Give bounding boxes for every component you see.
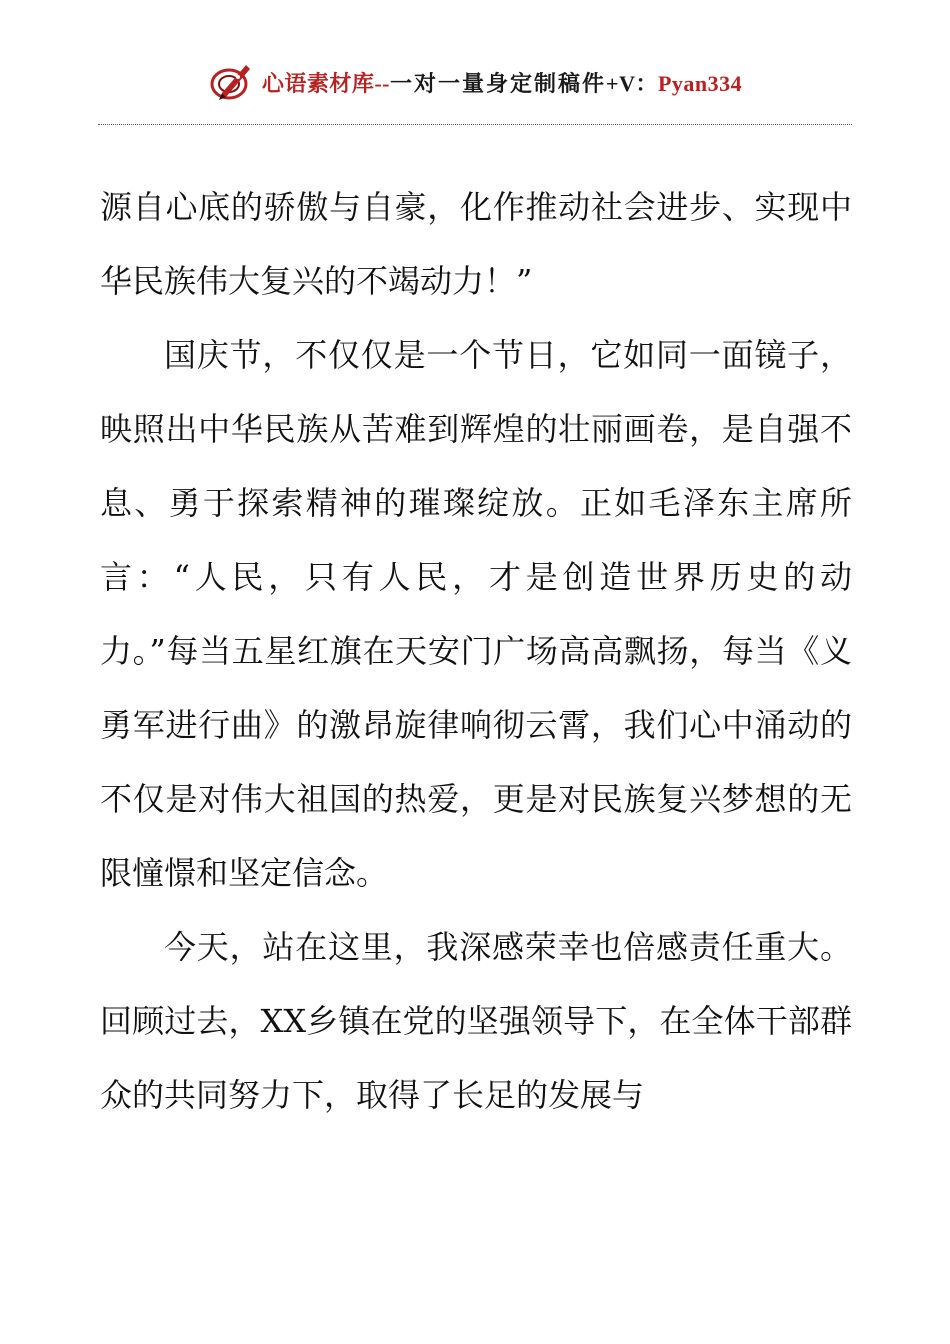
header-title	[262, 67, 742, 98]
contact-id: Pyan334	[657, 70, 743, 96]
header-slogan: 一对一量身定制稿件	[390, 70, 607, 96]
pen-nib-logo-icon	[208, 59, 254, 105]
brand-name: 心语素材库	[261, 70, 375, 96]
contact-label: +V：	[606, 70, 658, 96]
header-divider	[98, 124, 852, 125]
page-header	[0, 58, 950, 106]
header-separator: --	[374, 70, 391, 96]
document-body	[100, 170, 852, 1132]
paragraph-2: 国庆节，不仅仅是一个节日，它如同一面镜子，映照出中华民族从苦难到辉煌的壮丽画卷，是自强不息、勇于探索精神的璀璨绽放。正如毛泽东主席所言：“人民，只有人民，才是创造世界历史的动力。”每当五星红旗在天安门广场高高飘扬，每当《义勇军进行曲》的激昂旋律响彻云霄，我们心中涌动的不仅是对伟大祖国的热爱，更是对民族复兴梦想的无限憧憬和坚定信念。	[100, 336, 852, 892]
paragraph-3: 今天，站在这里，我深感荣幸也倍感责任重大。回顾过去，XX乡镇在党的坚强领导下，在全体干部群众的共同努力下，取得了长足的发展与	[100, 928, 852, 1114]
paragraph-1: 源自心底的骄傲与自豪，化作推动社会进步、实现中华民族伟大复兴的不竭动力！”	[100, 188, 852, 300]
